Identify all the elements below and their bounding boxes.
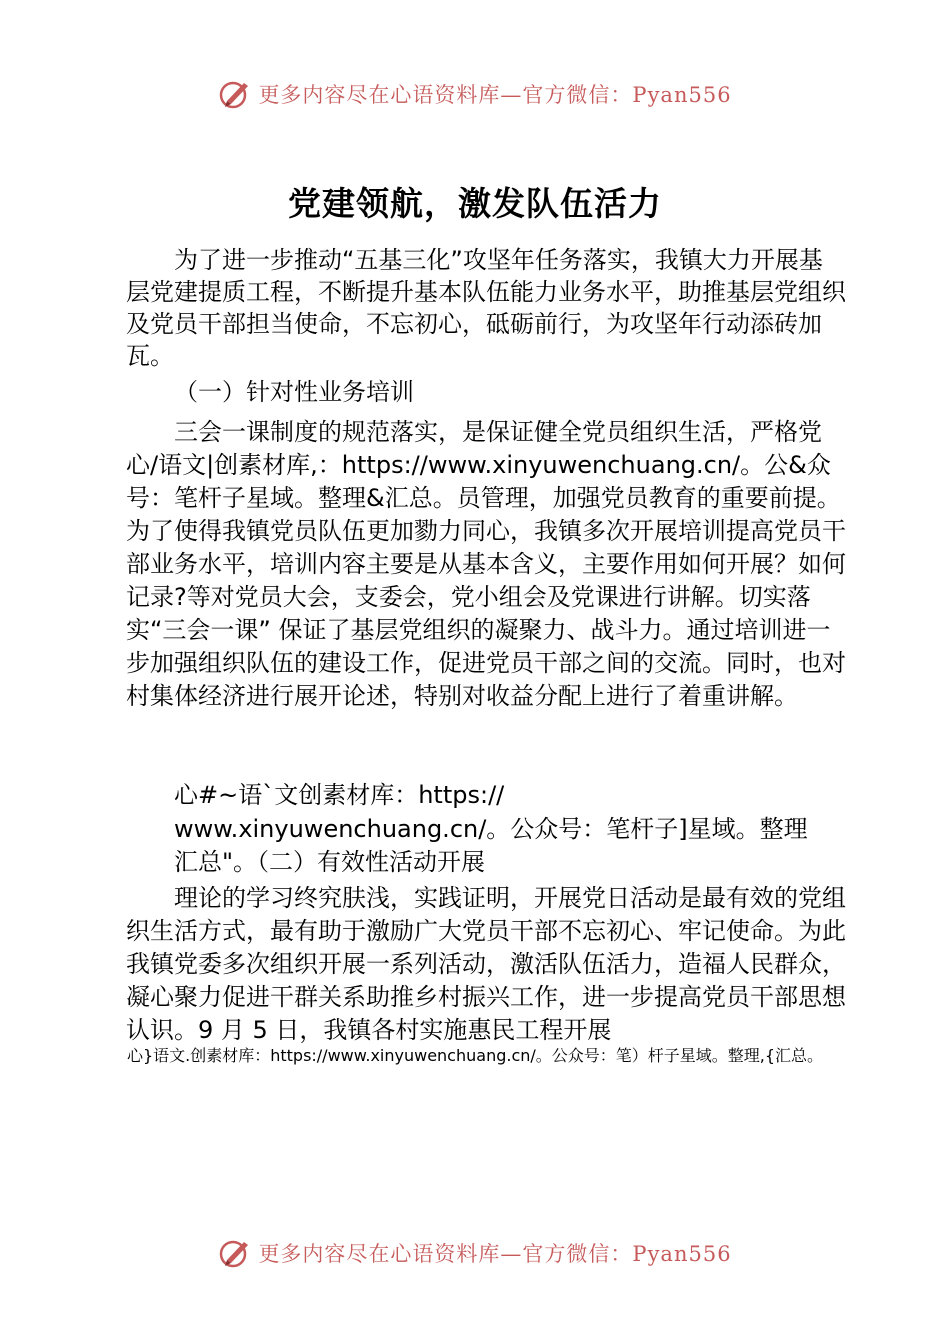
- pen-logo-icon: [218, 1236, 252, 1270]
- pen-logo-icon: [218, 77, 252, 111]
- footnote-watermark: 心}语文.创素材库：https://www.xinyuwenchuang.cn/。公众号：笔）杆子星域。整理,{汇总。: [126, 1046, 824, 1065]
- section-1-body: [126, 416, 846, 713]
- section-2-heading: 汇总"。（二）有效性活动开展: [174, 848, 486, 876]
- section-1-paragraph: 三会一课制度的规范落实，是保证健全党员组织生活，严格党心/语文|创素材库,：https://www.xinyuwenchuang.cn/。公&众号：笔杆子星域。整理&汇总。员管理，加强党员教育的重要前提。为了使得我镇党员队伍更加勠力同心，我镇多次开展培训提高党员干部业务水平，培训内容主要是从基本含义，主要作用如何开展？如何记录?等对党员大会，支委会，党小组会及党课进行讲解。切实落实“三会一课” 保证了基层党组织的凝聚力、战斗力。通过培训进一步加强组织队伍的建设工作，促进党员干部之间的交流。同时，也对村集体经济进行展开论述，特别对收益分配上进行了着重讲解。: [126, 418, 846, 710]
- banner-text: 更多内容尽在心语资料库—官方微信：Pyan556: [258, 83, 732, 107]
- section-2-body: [126, 882, 846, 1047]
- watermark-line-1: 心#~语`文创素材库：https://: [174, 781, 505, 809]
- intro-block: [126, 244, 846, 372]
- section-1: [126, 376, 846, 408]
- banner-text: 更多内容尽在心语资料库—官方微信：Pyan556: [258, 1242, 732, 1266]
- intro-paragraph: 为了进一步推动“五基三化”攻坚年任务落实，我镇大力开展基层党建提质工程，不断提升基本队伍能力业务水平，助推基层党组织及党员干部担当使命，不忘初心，砥砺前行，为攻坚年行动添砖加瓦。: [126, 246, 846, 370]
- section-2: [126, 846, 846, 878]
- section-2-paragraph: 理论的学习终究肤浅，实践证明，开展党日活动是最有效的党组织生活方式，最有助于激励广大党员干部不忘初心、牢记使命。为此我镇党委多次组织开展一系列活动，激活队伍活力，造福人民群众，凝心聚力促进干群关系助推乡村振兴工作，进一步提高党员干部思想认识。9 月 5 日，我镇各村实施惠民工程开展: [126, 884, 846, 1044]
- watermark-block: [126, 778, 846, 846]
- footer-banner: [0, 1229, 950, 1277]
- watermark-line-2: www.xinyuwenchuang.cn/。公众号：笔杆子]星域。整理: [174, 815, 808, 843]
- section-1-heading: （一）针对性业务培训: [174, 378, 414, 406]
- page-title: 党建领航，激发队伍活力: [288, 184, 662, 223]
- header-banner: [0, 70, 950, 118]
